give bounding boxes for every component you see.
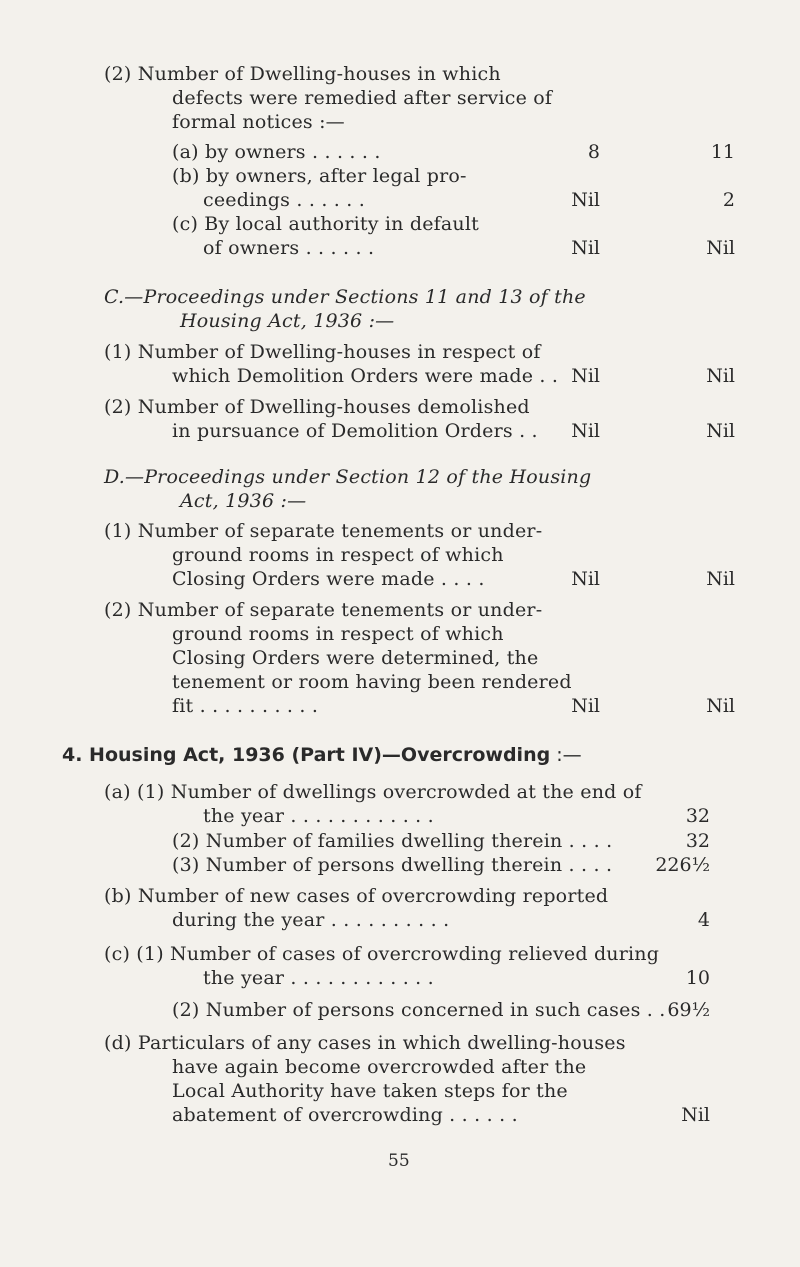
s4-c2-value: 69½: [667, 999, 710, 1021]
section-c-heading-2: Housing Act, 1936 :—: [180, 310, 395, 332]
d2-label-5: fit . . . . . . . . . .: [172, 695, 319, 717]
section-d-heading-2: Act, 1936 :—: [180, 490, 307, 512]
b2-c-value-1: Nil: [571, 237, 600, 259]
section-c-heading-1: C.—Proceedings under Sections 11 and 13 of the: [104, 286, 586, 308]
b2-a-value-1: 8: [587, 141, 600, 163]
d2-label-4: tenement or room having been rendered: [172, 671, 572, 693]
s4-a1-value: 32: [685, 805, 710, 827]
s4-b-label-2: during the year . . . . . . . . . .: [172, 909, 450, 931]
s4-c2-label: (2) Number of persons concerned in such cases . .: [172, 999, 666, 1021]
s4-d-value: Nil: [681, 1104, 710, 1126]
b2-b-value-2: 2: [722, 189, 735, 211]
section-d-heading-1: D.—Proceedings under Section 12 of the Housing: [104, 466, 592, 488]
c1-label-1: (1) Number of Dwelling-houses in respect of: [104, 341, 541, 363]
b2-a-label: (a) by owners . . . . . .: [172, 141, 381, 163]
s4-a3-label: (3) Number of persons dwelling therein . . . .: [172, 854, 613, 876]
section-4-heading: [62, 743, 582, 767]
b2-b-label-1: (b) by owners, after legal pro-: [172, 165, 467, 187]
s4-b-label-1: (b) Number of new cases of overcrowding reported: [104, 885, 609, 907]
d1-label-3: Closing Orders were made . . . .: [172, 568, 485, 590]
c2-value-1: Nil: [571, 420, 600, 442]
d2-value-1: Nil: [571, 695, 600, 717]
s4-d-label-4: abatement of overcrowding . . . . . .: [172, 1104, 518, 1126]
c2-label-2: in pursuance of Demolition Orders . .: [172, 420, 538, 442]
b2-b-label-2: ceedings . . . . . .: [203, 189, 365, 211]
b2-line-2: defects were remedied after service of: [172, 87, 553, 109]
b2-c-label-2: of owners . . . . . .: [203, 237, 375, 259]
c2-label-1: (2) Number of Dwelling-houses demolished: [104, 396, 530, 418]
b2-c-value-2: Nil: [706, 237, 735, 259]
s4-a1-label-2: the year . . . . . . . . . . . .: [203, 805, 434, 827]
b2-a-value-2: 11: [710, 141, 735, 163]
s4-c1-value: 10: [685, 967, 710, 989]
s4-c1-label-1: (c) (1) Number of cases of overcrowding relieved during: [104, 943, 660, 965]
s4-c1-label-2: the year . . . . . . . . . . . .: [203, 967, 434, 989]
b2-b-value-1: Nil: [571, 189, 600, 211]
c1-label-2: which Demolition Orders were made . .: [172, 365, 559, 387]
d2-label-1: (2) Number of separate tenements or under-: [104, 599, 543, 621]
d1-label-2: ground rooms in respect of which: [172, 544, 504, 566]
d2-label-3: Closing Orders were determined, the: [172, 647, 539, 669]
d1-value-1: Nil: [571, 568, 600, 590]
section-4-heading-text: 4. Housing Act, 1936 (Part IV)—Overcrowding: [62, 744, 551, 766]
s4-a1-label-1: (a) (1) Number of dwellings overcrowded at the end of: [104, 781, 642, 803]
s4-a2-label: (2) Number of families dwelling therein . . . .: [172, 830, 613, 852]
s4-d-label-2: have again become overcrowded after the: [172, 1056, 587, 1078]
d1-value-2: Nil: [706, 568, 735, 590]
b2-line-3: formal notices :—: [172, 111, 345, 133]
section-4-heading-tail: :—: [550, 744, 582, 766]
s4-a2-value: 32: [685, 830, 710, 852]
c1-value-1: Nil: [571, 365, 600, 387]
d2-label-2: ground rooms in respect of which: [172, 623, 504, 645]
b2-line-1: (2) Number of Dwelling-houses in which: [104, 63, 501, 85]
c2-value-2: Nil: [706, 420, 735, 442]
b2-c-label-1: (c) By local authority in default: [172, 213, 479, 235]
s4-d-label-1: (d) Particulars of any cases in which dwelling-houses: [104, 1032, 626, 1054]
s4-d-label-3: Local Authority have taken steps for the: [172, 1080, 568, 1102]
s4-b-value: 4: [697, 909, 710, 931]
s4-a3-value: 226½: [655, 854, 710, 876]
d2-value-2: Nil: [706, 695, 735, 717]
c1-value-2: Nil: [706, 365, 735, 387]
d1-label-1: (1) Number of separate tenements or under-: [104, 520, 543, 542]
page-number: 55: [388, 1151, 410, 1171]
